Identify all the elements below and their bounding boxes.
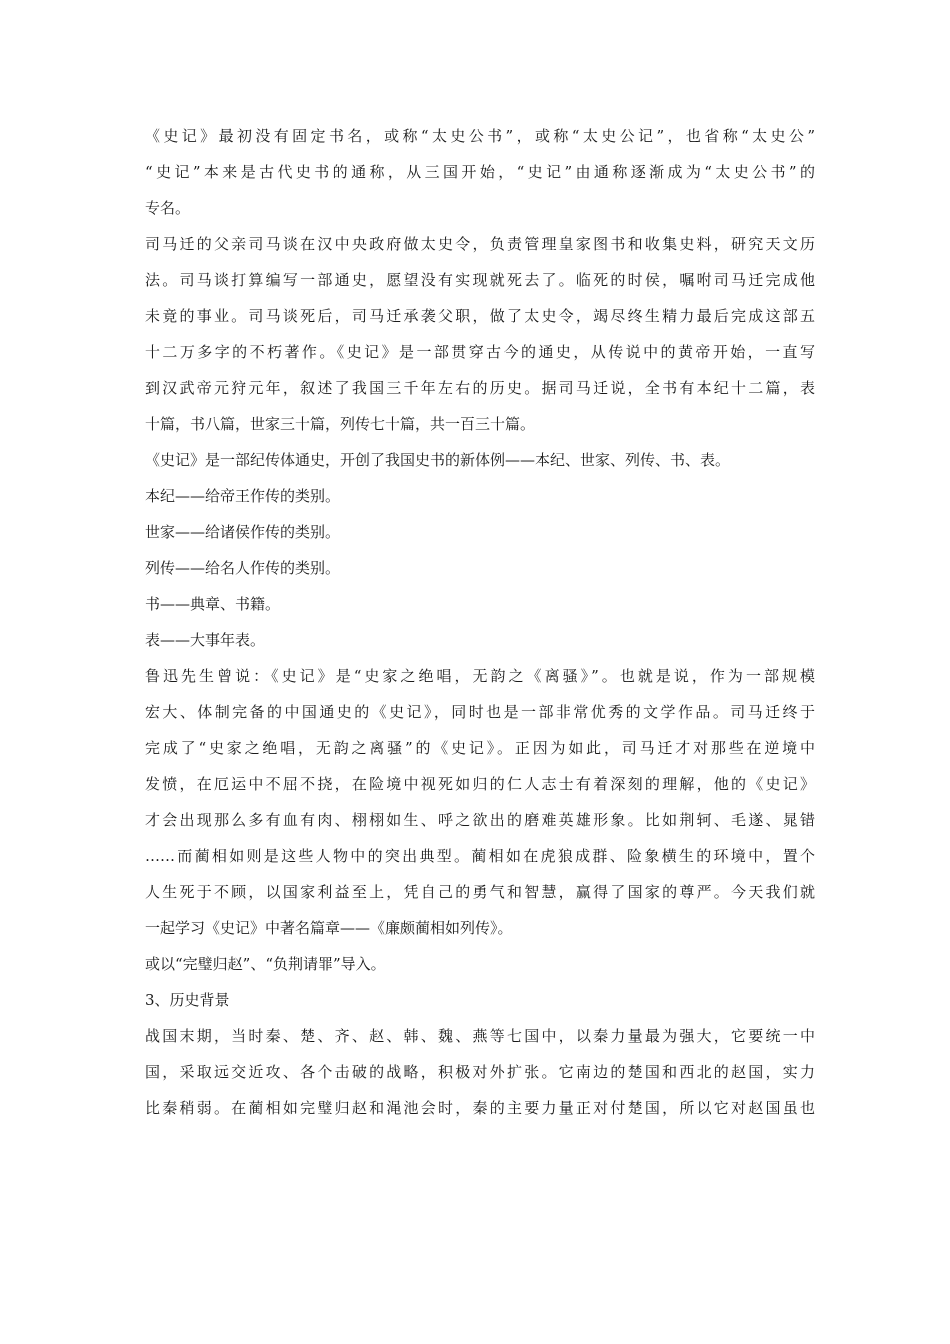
text-line: 司马迁的父亲司马谈在汉中央政府做太史令，负责管理皇家图书和收集史料，研究天文历 [145,235,815,253]
text-line: 本纪——给帝王作传的类别。 [145,487,341,505]
document-body [145,118,815,1126]
text-line: 未竟的事业。司马谈死后，司马迁承袭父职，做了太史令，竭尽终生精力最后完成这部五 [145,307,815,325]
text-line: 宏大、体制完备的中国通史的《史记》，同时也是一部非常优秀的文学作品。司马迁终于 [145,703,815,721]
text-line: 鲁迅先生曾说：《史记》是“史家之绝唱，无韵之《离骚》”。也就是说，作为一部规模 [145,667,815,685]
text-line: 或以“完璧归赵”、“负荆请罪”导入。 [145,955,386,973]
text-line: 法。司马谈打算编写一部通史，愿望没有实现就死去了。临死的时侯，嘱咐司马迁完成他 [145,271,815,289]
text-line: ……而蔺相如则是这些人物中的突出典型。蔺相如在虎狼成群、险象横生的环境中，置个 [145,847,815,865]
text-line: 书——典章、书籍。 [145,595,281,613]
text-line: 发愤，在厄运中不屈不挠，在险境中视死如归的仁人志士有着深刻的理解，他的《史记》 [145,775,815,793]
text-line: 《史记》最初没有固定书名，或称“太史公书”，或称“太史公记”，也省称“太史公” [145,127,815,145]
text-line: 战国末期，当时秦、楚、齐、赵、韩、魏、燕等七国中，以秦力量最为强大，它要统一中 [145,1027,815,1045]
text-line: 《史记》是一部纪传体通史，开创了我国史书的新体例——本纪、世家、列传、书、表。 [145,451,731,469]
text-line: 人生死于不顾，以国家利益至上，凭自己的勇气和智慧，赢得了国家的尊严。今天我们就 [145,883,815,901]
text-line: 国，采取远交近攻、各个击破的战略，积极对外扩张。它南边的楚国和西北的赵国，实力 [145,1063,815,1081]
section-heading: 3、历史背景 [145,991,230,1009]
text-line: 才会出现那么多有血有肉、栩栩如生、呼之欲出的磨难英雄形象。比如荆轲、毛遂、晁错 [145,811,815,829]
text-line: 表——大事年表。 [145,631,266,649]
text-line: 到汉武帝元狩元年，叙述了我国三千年左右的历史。据司马迁说，全书有本纪十二篇，表 [145,379,815,397]
text-line: 十篇，书八篇，世家三十篇，列传七十篇，共一百三十篇。 [145,415,536,433]
text-line: “史记”本来是古代史书的通称，从三国开始，“史记”由通称逐渐成为“太史公书”的 [145,163,815,181]
text-line: 列传——给名人作传的类别。 [145,559,341,577]
text-line: 完成了“史家之绝唱，无韵之离骚”的《史记》。正因为如此，司马迁才对那些在逆境中 [145,739,815,757]
text-line: 一起学习《史记》中著名篇章——《廉颇蔺相如列传》。 [145,919,513,937]
text-line: 世家——给诸侯作传的类别。 [145,523,341,541]
text-line: 比秦稍弱。在蔺相如完璧归赵和渑池会时，秦的主要力量正对付楚国，所以它对赵国虽也 [145,1099,815,1117]
text-line: 专名。 [145,199,191,217]
text-line: 十二万多字的不朽著作。《史记》是一部贯穿古今的通史，从传说中的黄帝开始，一直写 [145,343,815,361]
